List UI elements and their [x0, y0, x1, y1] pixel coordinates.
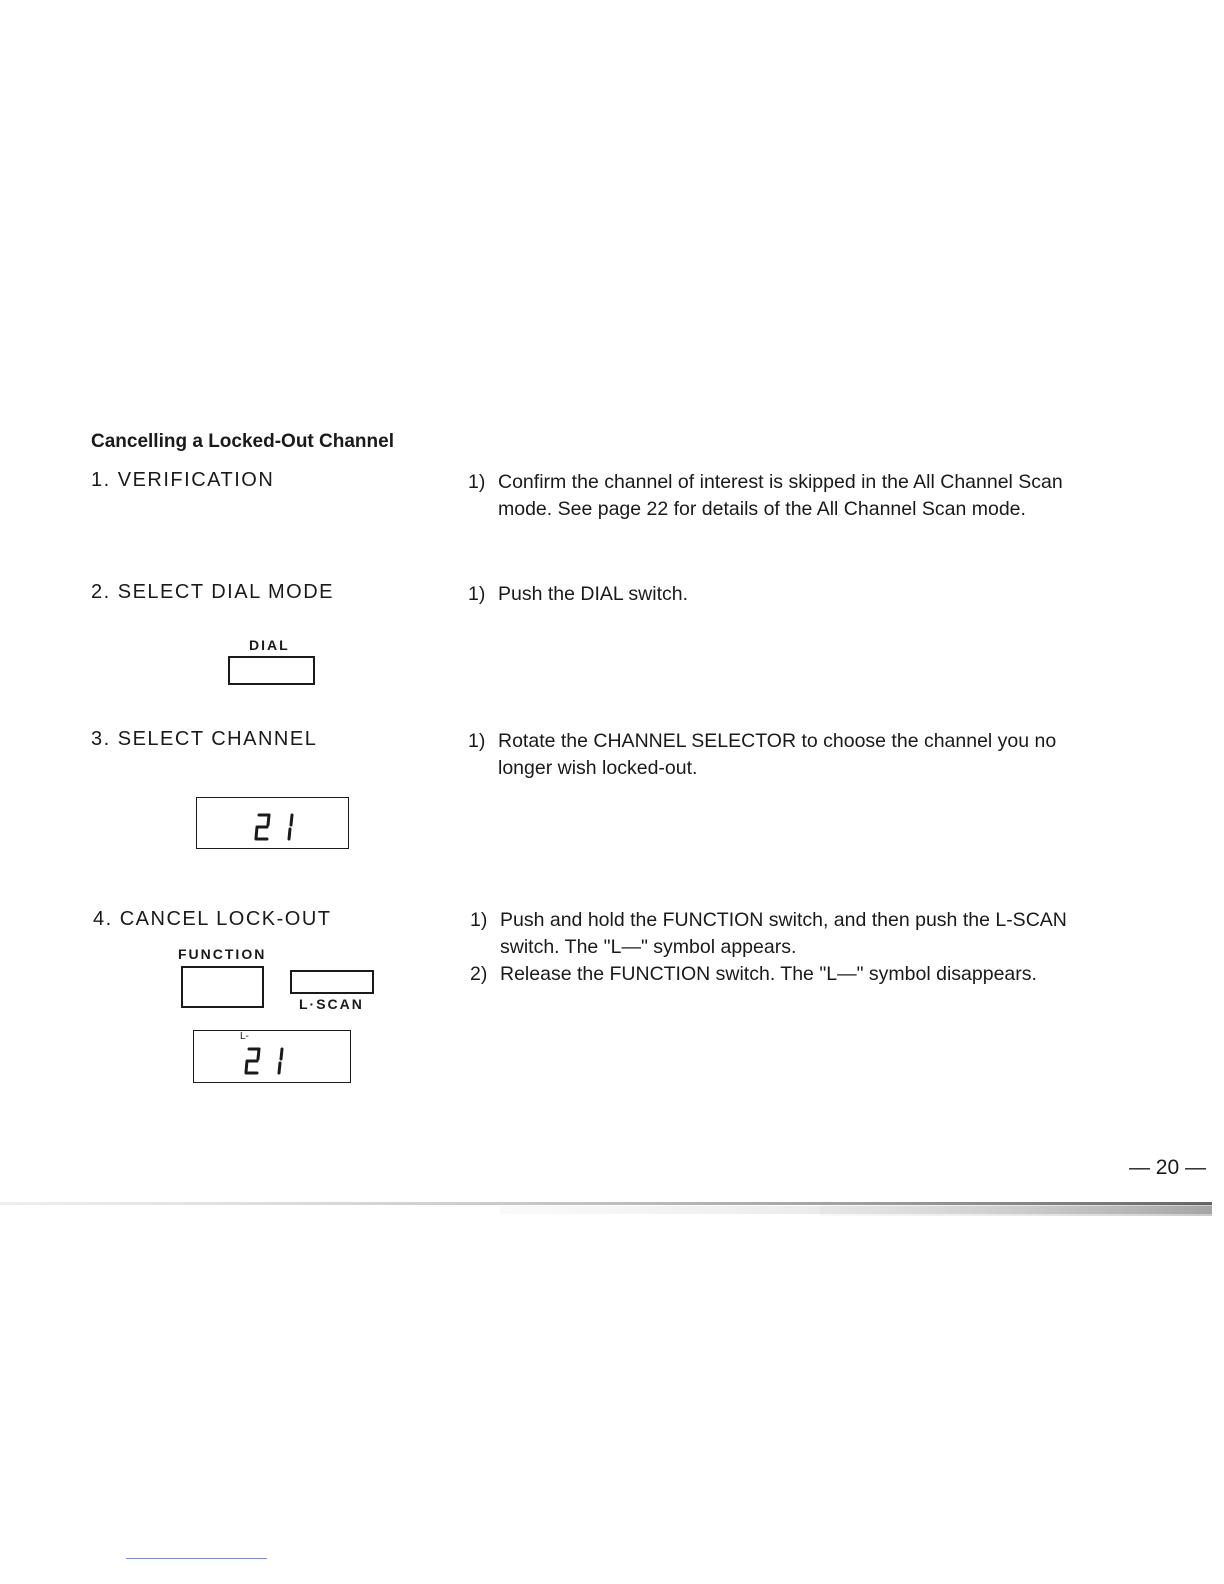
lscan-switch-illustration	[290, 970, 374, 994]
dial-button-label: DIAL	[249, 637, 290, 653]
channel-display-lockout-illustration	[193, 1030, 351, 1083]
instruction-text: Push the DIAL switch.	[498, 583, 689, 605]
instruction-number: 1)	[468, 471, 486, 493]
instruction-number: 1)	[468, 583, 486, 605]
instruction-number: 1)	[468, 730, 486, 752]
step-3-heading: 3. SELECT CHANNEL	[91, 728, 318, 750]
step-1-heading: 1. VERIFICATION	[91, 469, 275, 491]
instruction-number: 1)	[470, 909, 488, 931]
scan-artifact-line	[126, 1558, 267, 1559]
instruction-text-continued: switch. The "L—" symbol appears.	[500, 936, 797, 958]
seven-segment-21	[197, 798, 347, 848]
step-1-instruction-1	[468, 469, 1063, 523]
instruction-number: 2)	[470, 963, 488, 985]
instruction-text: Push and hold the FUNCTION switch, and then push the L-SCAN	[500, 909, 1067, 931]
instruction-text: Rotate the CHANNEL SELECTOR to choose the channel you no	[498, 730, 1057, 752]
instruction-text: Release the FUNCTION switch. The "L—" symbol disappears.	[500, 963, 1037, 985]
function-switch-illustration	[181, 966, 264, 1008]
step-4-instruction-2	[470, 961, 1037, 988]
function-button-label: FUNCTION	[178, 946, 267, 962]
scan-footer-rule	[0, 1200, 1224, 1226]
step-4-instruction-1	[470, 907, 1067, 961]
instruction-text-continued: longer wish locked-out.	[498, 757, 698, 779]
step-2-heading: 2. SELECT DIAL MODE	[91, 581, 335, 603]
page-number: — 20 —	[1128, 1156, 1206, 1179]
channel-display-illustration	[196, 797, 349, 849]
step-2-instruction-1	[468, 581, 688, 608]
lockout-indicator: L-	[240, 1031, 249, 1042]
lscan-button-label: L·SCAN	[299, 996, 364, 1012]
step-4-heading: 4. CANCEL LOCK-OUT	[93, 908, 332, 930]
dial-switch-illustration	[228, 656, 315, 685]
step-3-instruction-1	[468, 728, 1056, 782]
section-title: Cancelling a Locked-Out Channel	[91, 431, 394, 452]
seven-segment-21	[194, 1031, 349, 1081]
instruction-text-continued: mode. See page 22 for details of the All Channel Scan mode.	[498, 498, 1026, 520]
instruction-text: Confirm the channel of interest is skipped in the All Channel Scan	[498, 471, 1063, 493]
